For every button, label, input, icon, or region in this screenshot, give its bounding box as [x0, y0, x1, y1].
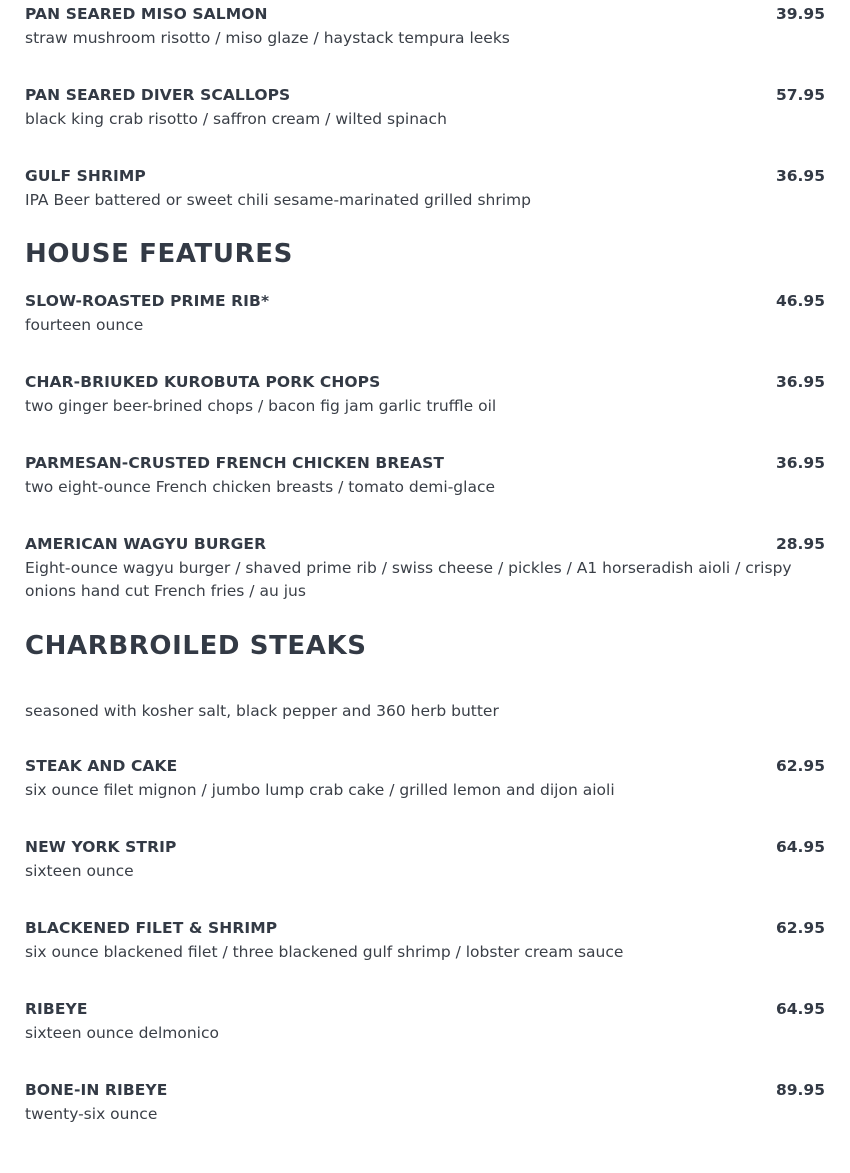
item-price: 36.95: [775, 373, 825, 391]
menu-item: [25, 1076, 825, 1126]
item-name: NEW YORK STRIP: [25, 838, 177, 856]
menu-item: [25, 914, 825, 964]
item-description: twenty-six ounce: [25, 1105, 158, 1123]
menu-item: [25, 162, 825, 212]
item-price: 57.95: [775, 86, 825, 104]
item-name: BLACKENED FILET & SHRIMP: [25, 919, 278, 937]
item-price: 89.95: [775, 1081, 825, 1099]
item-name: RIBEYE: [25, 1000, 88, 1018]
item-price: 62.95: [775, 757, 825, 775]
item-name: PAN SEARED DIVER SCALLOPS: [25, 86, 291, 104]
item-price: 28.95: [775, 535, 825, 553]
item-name: GULF SHRIMP: [25, 167, 146, 185]
item-name: PARMESAN-CRUSTED FRENCH CHICKEN BREAST: [25, 454, 445, 472]
item-description: two ginger beer-brined chops / bacon fig jam garlic truffle oil: [25, 397, 497, 415]
menu-section-charbroiled-steaks: [25, 626, 825, 1126]
menu-section-top: [25, 0, 825, 212]
item-name: BONE-IN RIBEYE: [25, 1081, 168, 1099]
menu-item: [25, 833, 825, 883]
item-description: two eight-ounce French chicken breasts / tomato demi-glace: [25, 478, 496, 496]
item-description: sixteen ounce delmonico: [25, 1024, 219, 1042]
menu-item: [25, 81, 825, 131]
item-name: CHAR-BRIUKED KUROBUTA PORK CHOPS: [25, 373, 381, 391]
item-price: 39.95: [775, 5, 825, 23]
section-note: seasoned with kosher salt, black pepper and 360 herb butter: [25, 702, 499, 720]
item-price: 36.95: [775, 167, 825, 185]
item-price: 46.95: [775, 292, 825, 310]
menu-section-house-features: [25, 234, 825, 603]
item-price: 62.95: [775, 919, 825, 937]
item-description: six ounce filet mignon / jumbo lump crab cake / grilled lemon and dijon aioli: [25, 781, 615, 799]
menu-item: [25, 0, 825, 50]
section-title: CHARBROILED STEAKS: [25, 631, 367, 661]
item-name: SLOW-ROASTED PRIME RIB*: [25, 292, 270, 310]
item-description: sixteen ounce: [25, 862, 134, 880]
menu-item: [25, 530, 825, 603]
item-description: Eight-ounce wagyu burger / shaved prime rib / swiss cheese / pickles / A1 horseradish aioli / crispy onions hand cut French fries / au jus: [25, 559, 792, 600]
item-name: AMERICAN WAGYU BURGER: [25, 535, 267, 553]
item-description: straw mushroom risotto / miso glaze / haystack tempura leeks: [25, 29, 510, 47]
item-description: black king crab risotto / saffron cream / wilted spinach: [25, 110, 447, 128]
item-price: 64.95: [775, 838, 825, 856]
menu-item: [25, 368, 825, 418]
menu-item: [25, 752, 825, 802]
item-description: six ounce blackened filet / three blackened gulf shrimp / lobster cream sauce: [25, 943, 624, 961]
item-price: 36.95: [775, 454, 825, 472]
menu-item: [25, 449, 825, 499]
menu: [25, 0, 825, 1126]
section-title: HOUSE FEATURES: [25, 239, 293, 269]
item-name: STEAK AND CAKE: [25, 757, 178, 775]
menu-item: [25, 995, 825, 1045]
item-name: PAN SEARED MISO SALMON: [25, 5, 268, 23]
menu-item: [25, 287, 825, 337]
item-description: fourteen ounce: [25, 316, 144, 334]
item-price: 64.95: [775, 1000, 825, 1018]
item-description: IPA Beer battered or sweet chili sesame-marinated grilled shrimp: [25, 191, 531, 209]
